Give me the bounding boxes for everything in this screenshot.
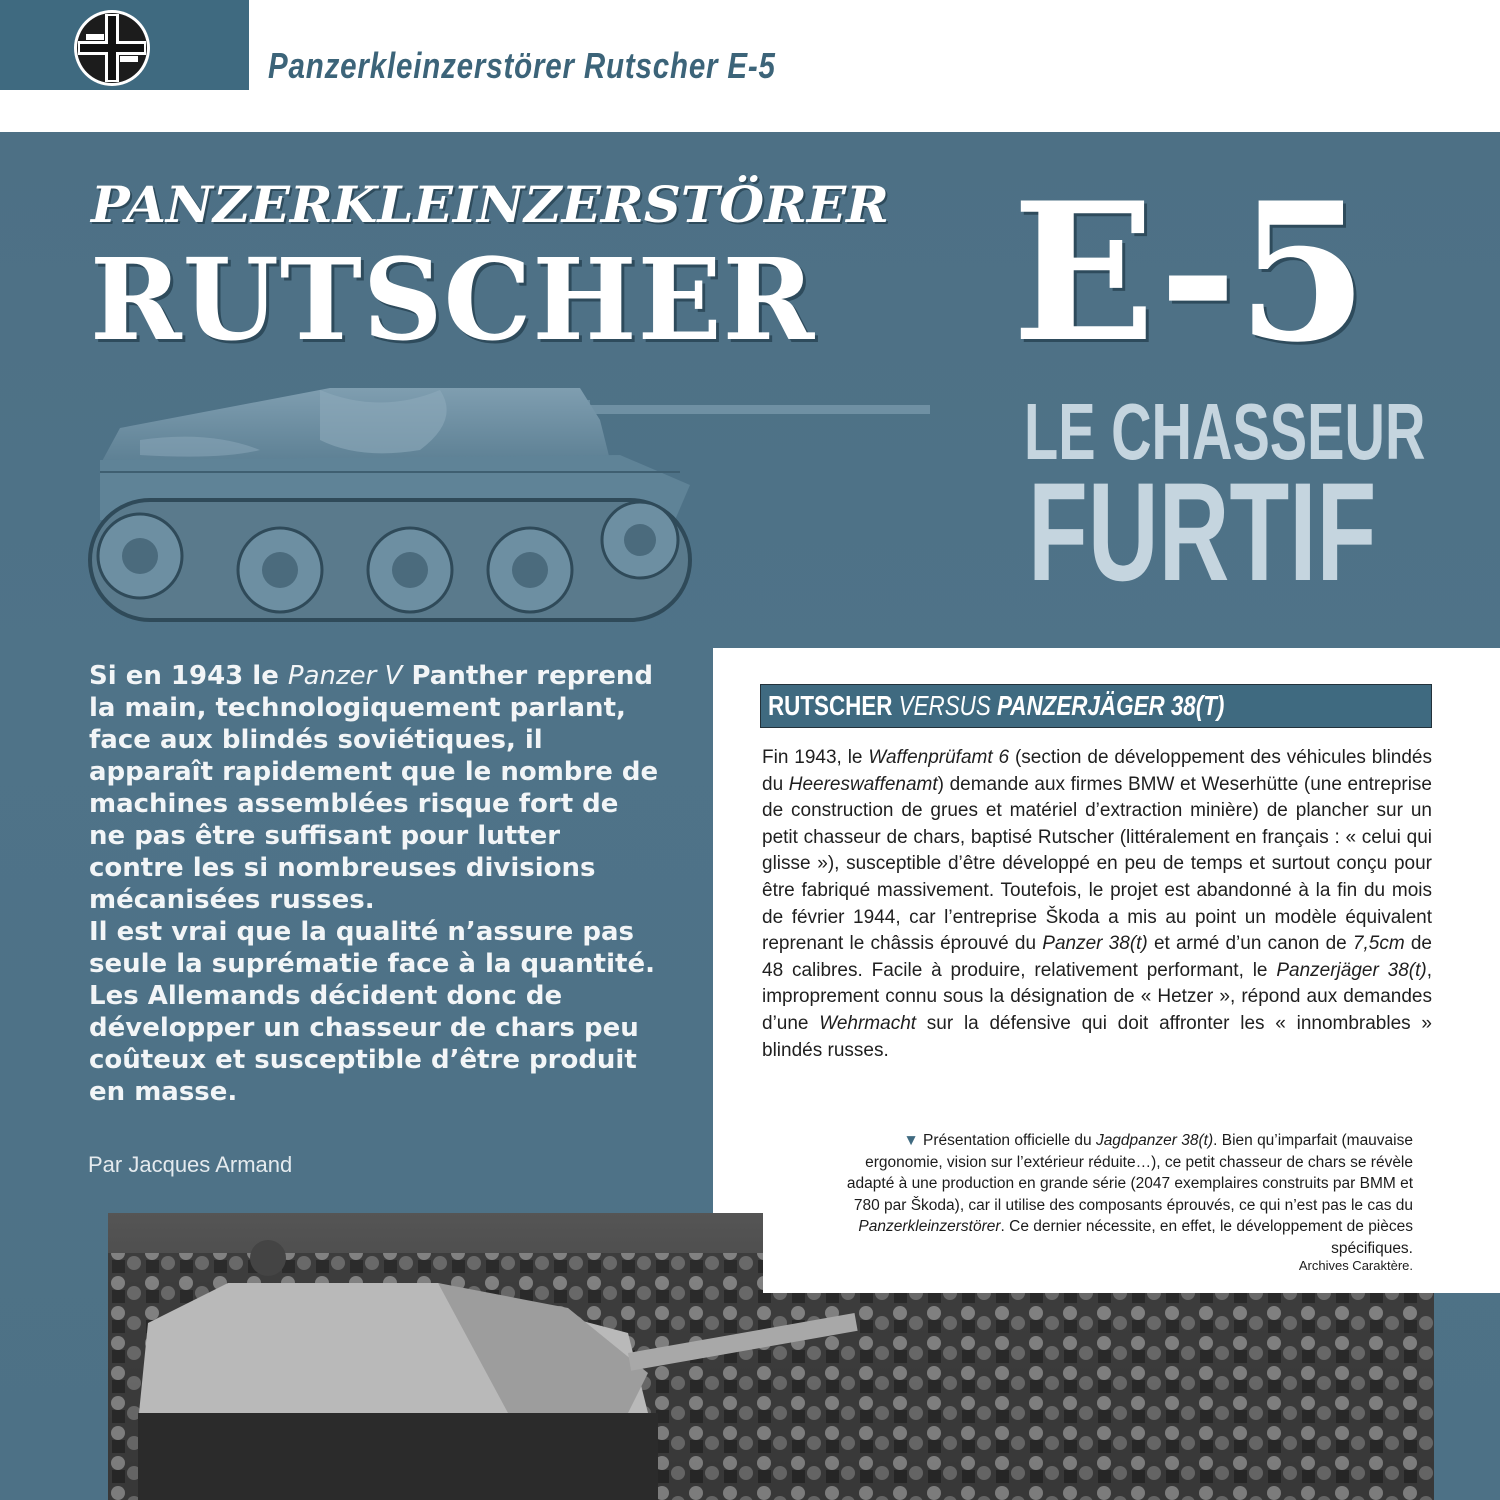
sidebar-text: sur la défensive qui doit affronter les « innombrables » blindés russes.: [762, 1012, 1432, 1061]
sidebar-italic: Heereswaffenamt: [788, 773, 938, 795]
running-header: [268, 45, 776, 86]
title-line-2: RUTSCHER: [90, 235, 816, 366]
caption-triangle-icon: ▼: [903, 1132, 919, 1149]
subtitle-line-2: FURTIF: [1028, 453, 1377, 610]
subtitle-line-1: LE CHASSEUR: [1024, 387, 1426, 476]
caption-part: . Ce dernier nécessite, en effet, le développement de pièces spécifiques.: [1000, 1218, 1413, 1257]
photo-credit: Archives Caraktère.: [1298, 1258, 1413, 1273]
sidebar-italic: Waffenprüfamt 6: [868, 747, 1010, 768]
sidebar-text: et armé d’un canon de: [1147, 933, 1353, 955]
sidebar-text: , improprement connu sous la désignation de « Hetzer », répond aux demandes d’une: [762, 959, 1433, 1034]
caption-part: Présentation officielle du: [918, 1132, 1096, 1149]
sidebar-italic: Panzer 38(t): [1042, 933, 1148, 955]
intro-p1-text-a: Si en 1943 le: [89, 661, 288, 691]
sidebar-heading-a: RUTSCHER: [768, 690, 899, 721]
sidebar-body: [762, 745, 1432, 1064]
sidebar-heading: [768, 690, 1224, 722]
caption-text: [835, 1130, 1413, 1259]
sidebar-text: ) demande aux firmes BMW et Weserhütte (une entreprise de construction de grues et matériel d’extraction minière) de plancher sur un petit chasseur de chars, baptisé Rutscher (littéralement en français : « celui qui glisse »), susceptible d’être développé en peu de temps et surtout conçu pour être fabriqué massivement. Toutefois, le projet est abandonné à la fin du mois de février 1944, car l’entreprise Škoda a mis au point un modèle équivalent reprenant le châssis éprouvé du: [762, 773, 1432, 955]
photo-caption: [835, 1130, 1413, 1259]
sidebar-text: de 48 calibres. Facile à produire, relativement performant, le: [762, 933, 1432, 981]
title-line-1: PANZERKLEINZERSTÖRER: [91, 175, 889, 234]
caption-italic: Jagdpanzer 38(t): [1095, 1132, 1214, 1149]
intro-paragraph-2: Il est vrai que la qualité n’assure pas seule la suprématie face à la quantité. Les Allemands décident donc de développer un chasseur de chars peu coûteux et susceptible d’être produit en masse.: [89, 917, 655, 1107]
intro-p1-text-b: Panther reprend la main, technologiquement parlant, face aux blindés soviétiques, il apparaît rapidement que le nombre de machines assemblées risque fort de ne pas être suffisant pour lutter contre les si nombreuses divisions mécanisées russes.: [89, 661, 659, 915]
sidebar-heading-italic: VERSUS: [898, 690, 991, 721]
intro-p1-italic: Panzer V: [287, 661, 403, 691]
sidebar-italic: Wehrmacht: [819, 1012, 917, 1034]
sidebar-heading-b: PANZERJÄGER 38(T): [990, 690, 1225, 721]
caption-italic: Panzerkleinzerstörer: [858, 1218, 1001, 1235]
running-header-part1: Panzerkleinzerstörer: [268, 45, 575, 86]
balkenkreuz-icon: [72, 8, 152, 88]
tank-illustration: [80, 360, 940, 640]
sidebar-text: (section de développement des véhicules blindés du: [762, 747, 1433, 795]
sidebar-italic: Panzerjäger 38(t): [1276, 959, 1427, 981]
sidebar-italic: 7,5cm: [1352, 933, 1405, 955]
title-designation: E-5: [1012, 161, 1368, 384]
running-header-part2: Rutscher E-5: [583, 45, 776, 86]
intro-paragraph-1: [89, 660, 659, 916]
byline: Par Jacques Armand: [88, 1152, 293, 1177]
intro-paragraphs: [89, 660, 659, 1108]
caption-part: . Bien qu’imparfait (mauvaise ergonomie, vision sur l’extérieur réduite…), ce petit chasseur de chars se révèle adapté à une production en grande série (2047 exemplaires construits par BMM et 780 par Škoda), car il utilise des composants éprouvés, ce qui n’est pas le cas du: [846, 1132, 1413, 1214]
sidebar-paragraph: [762, 745, 1432, 1064]
sidebar-text: Fin 1943, le: [762, 747, 869, 768]
